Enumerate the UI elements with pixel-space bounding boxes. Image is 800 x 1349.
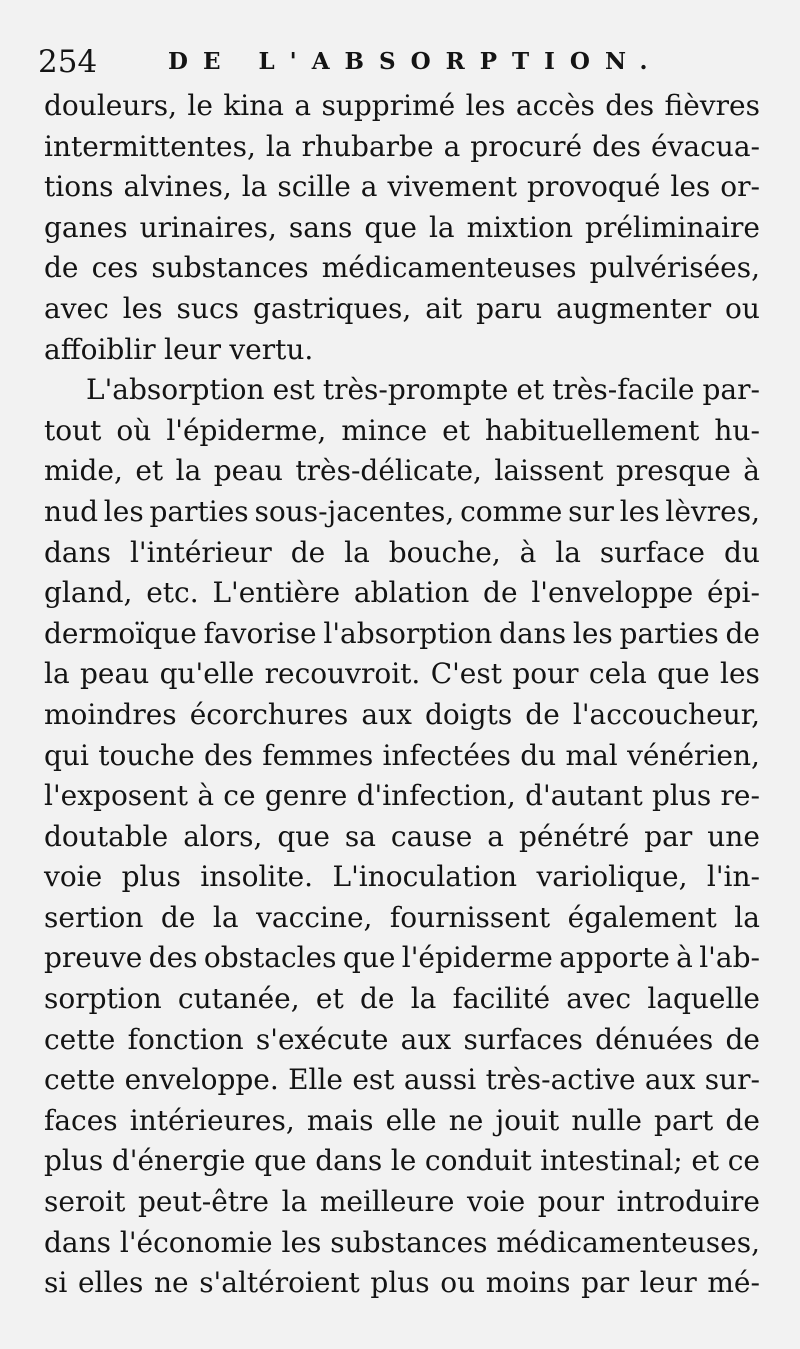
- text-line: [44, 451, 760, 492]
- word: fonction: [127, 1022, 244, 1056]
- word: laquelle: [647, 982, 760, 1016]
- word: comme: [460, 494, 563, 528]
- word: dans: [499, 616, 567, 650]
- word: le: [187, 89, 213, 122]
- word: de: [483, 576, 518, 610]
- word: par: [581, 1266, 630, 1300]
- word: s'altéroient: [199, 1266, 360, 1300]
- word: conduit: [424, 1144, 532, 1178]
- word: ganes: [44, 210, 128, 244]
- word: affoiblir: [44, 332, 156, 366]
- word: intestinal;: [540, 1144, 683, 1178]
- word: cette: [44, 1022, 116, 1056]
- word: d'énergie: [111, 1144, 246, 1178]
- word: plus: [370, 1266, 430, 1300]
- page-header: [38, 38, 778, 86]
- word: cela: [588, 657, 647, 691]
- word: l'accoucheur,: [572, 697, 760, 731]
- word: de: [160, 900, 196, 934]
- word: médicamenteuses,: [496, 1225, 760, 1259]
- word: procuré: [470, 129, 583, 163]
- word: introduire: [616, 1185, 760, 1219]
- text-line: [44, 167, 760, 208]
- word: aux: [361, 697, 412, 731]
- word: l'économie: [119, 1225, 273, 1259]
- word: fournissent: [389, 900, 551, 934]
- word: re-: [720, 779, 760, 813]
- word: elles: [77, 1266, 144, 1300]
- word: dermoïque: [44, 616, 197, 650]
- word: femmes: [262, 738, 374, 772]
- word: du: [520, 738, 557, 772]
- word: la: [428, 210, 455, 244]
- word: mal: [565, 738, 618, 772]
- word: des: [204, 738, 253, 772]
- word: de: [525, 697, 560, 731]
- word: du: [723, 535, 760, 569]
- text-line: [44, 938, 760, 979]
- word: ou: [725, 291, 760, 325]
- word: lèvres,: [665, 494, 760, 528]
- word: également: [567, 900, 717, 934]
- word: nulle: [571, 1103, 642, 1137]
- word: la: [410, 982, 437, 1016]
- word: meilleure: [319, 1185, 455, 1219]
- word: ait: [425, 291, 463, 325]
- word: sur: [568, 494, 614, 528]
- word: ne: [153, 1266, 189, 1300]
- word: les: [670, 170, 711, 204]
- word: vivement: [387, 170, 518, 204]
- word: une: [707, 819, 760, 853]
- word: infectées: [382, 738, 511, 772]
- text-line: [44, 1182, 760, 1223]
- word: obstacles: [203, 941, 337, 975]
- word: pour: [537, 1185, 604, 1219]
- word: accès: [515, 89, 595, 122]
- word: insolite.: [200, 860, 314, 894]
- word: la: [241, 170, 268, 204]
- word: avec: [44, 291, 109, 325]
- word: l'exposent: [44, 779, 189, 813]
- word: la: [175, 454, 202, 488]
- word: la: [265, 129, 292, 163]
- text-line: [44, 533, 760, 574]
- word: préliminaire: [585, 210, 760, 244]
- word: des: [592, 129, 642, 163]
- word: peau: [80, 657, 150, 691]
- word: sucs: [176, 291, 239, 325]
- word: tout: [44, 413, 102, 447]
- word: favorise: [203, 616, 317, 650]
- word: tions: [44, 170, 114, 204]
- word: jouit: [495, 1103, 560, 1137]
- word: dans: [315, 1144, 383, 1178]
- word: leur: [639, 1266, 697, 1300]
- word: genre: [264, 779, 348, 813]
- word: aussi: [403, 1063, 477, 1097]
- word: ou: [440, 1266, 476, 1300]
- text-line: [44, 492, 760, 533]
- text-line: [44, 979, 760, 1020]
- word: sa: [344, 819, 376, 853]
- word: kina: [223, 89, 284, 122]
- word: touche: [98, 738, 195, 772]
- text-line: [44, 776, 760, 817]
- text-line: [44, 1263, 760, 1304]
- page-number: 254: [38, 44, 98, 80]
- word: la: [344, 535, 370, 569]
- word: l'enveloppe: [531, 576, 694, 610]
- word: bouche,: [388, 535, 501, 569]
- text-line: [44, 1060, 760, 1101]
- word: que: [254, 1144, 307, 1178]
- word: dénuées: [595, 1022, 714, 1056]
- word: très-active: [485, 1063, 636, 1097]
- word: d'autant: [525, 779, 643, 813]
- word: sertion: [44, 900, 144, 934]
- word: habituellement: [485, 413, 700, 447]
- word: a: [294, 89, 312, 122]
- word: ce: [223, 779, 256, 813]
- word: paru: [476, 291, 543, 325]
- word: épi-: [707, 576, 760, 610]
- word: douleurs,: [44, 89, 178, 122]
- word: supprimé: [321, 89, 456, 122]
- word: L'inoculation: [332, 860, 518, 894]
- word: les: [122, 291, 163, 325]
- word: aux: [400, 1022, 452, 1056]
- word: L'absorption: [86, 373, 265, 407]
- word: très-prompte: [322, 373, 509, 407]
- word: mé-: [707, 1266, 760, 1300]
- word: est: [272, 373, 315, 407]
- word: que: [364, 210, 417, 244]
- word: de: [359, 982, 395, 1016]
- text-line: [44, 248, 760, 289]
- text-line: [44, 573, 760, 614]
- word: de: [725, 1022, 760, 1056]
- word: que: [277, 819, 330, 853]
- word: par-: [702, 373, 760, 407]
- word: doutable: [44, 819, 169, 853]
- word: alvines,: [123, 170, 232, 204]
- word: sous-jacentes,: [254, 494, 455, 528]
- word: doigts: [424, 697, 513, 731]
- word: variolique,: [536, 860, 688, 894]
- word: les: [281, 1225, 322, 1259]
- word: à: [519, 535, 537, 569]
- word: mais: [306, 1103, 374, 1137]
- word: l'absorption: [323, 616, 493, 650]
- word: vertu.: [229, 332, 314, 366]
- word: intermittentes,: [44, 129, 256, 163]
- word: la: [555, 535, 581, 569]
- word: sans: [288, 210, 353, 244]
- text-line: [44, 1101, 760, 1142]
- word: à: [743, 454, 760, 488]
- word: provoqué: [527, 170, 661, 204]
- word: L'entière: [212, 576, 341, 610]
- word: et: [315, 982, 344, 1016]
- word: mixtion: [466, 210, 574, 244]
- word: preuve: [44, 941, 143, 975]
- word: urinaires,: [139, 210, 277, 244]
- word: très-facile: [552, 373, 695, 407]
- text-line: [44, 289, 760, 330]
- word: la: [281, 1185, 308, 1219]
- word: que: [657, 657, 710, 691]
- word: elle: [385, 1103, 437, 1137]
- word: C'est: [430, 657, 502, 691]
- word: aux: [644, 1063, 696, 1097]
- word: etc.: [146, 576, 199, 610]
- word: des: [148, 941, 198, 975]
- word: très-délicate,: [295, 454, 482, 488]
- word: enveloppe.: [124, 1063, 279, 1097]
- word: recouvroit.: [264, 657, 421, 691]
- word: dans: [44, 535, 112, 569]
- word: l'épiderme,: [166, 413, 327, 447]
- text-line: [44, 1020, 760, 1061]
- word: l'épiderme: [401, 941, 553, 975]
- word: le: [390, 1144, 417, 1178]
- text-line: [44, 857, 760, 898]
- word: leur: [164, 332, 221, 366]
- text-line: [44, 86, 760, 127]
- text-line: [44, 1141, 760, 1182]
- word: rhubarbe: [301, 129, 434, 163]
- word: de: [290, 535, 326, 569]
- body-text: [44, 86, 760, 1304]
- word: presque: [616, 454, 731, 488]
- word: Elle: [288, 1063, 343, 1097]
- word: que: [342, 941, 396, 975]
- word: dans: [44, 1225, 112, 1259]
- word: faces: [44, 1103, 118, 1137]
- word: ces: [91, 251, 139, 285]
- word: vénérien,: [627, 738, 760, 772]
- text-line: [44, 208, 760, 249]
- word: évacua-: [651, 129, 760, 163]
- word: gastriques,: [252, 291, 412, 325]
- word: surfaces: [463, 1022, 583, 1056]
- word: d'infection,: [356, 779, 516, 813]
- word: augmenter: [556, 291, 712, 325]
- word: la: [734, 900, 760, 934]
- text-line: [44, 411, 760, 452]
- text-line: [44, 127, 760, 168]
- word: qu'elle: [159, 657, 255, 691]
- word: les: [572, 616, 613, 650]
- text-line: [44, 330, 760, 371]
- word: intérieures,: [129, 1103, 295, 1137]
- word: les: [619, 494, 660, 528]
- word: parties: [619, 616, 719, 650]
- word: sur-: [704, 1063, 760, 1097]
- word: pénétré: [518, 819, 630, 853]
- word: cutanée,: [177, 982, 300, 1016]
- word: pulvérisées,: [589, 251, 760, 285]
- word: peau: [213, 454, 283, 488]
- word: surface: [599, 535, 706, 569]
- word: qui: [44, 738, 89, 772]
- word: ne: [448, 1103, 484, 1137]
- text-line: [44, 654, 760, 695]
- word: les: [103, 494, 144, 528]
- text-line: [44, 370, 760, 411]
- text-line: [44, 614, 760, 655]
- word: l'intérieur: [129, 535, 272, 569]
- word: plus: [44, 1144, 104, 1178]
- word: scille: [277, 170, 351, 204]
- word: pour: [512, 657, 579, 691]
- word: cause: [390, 819, 473, 853]
- word: a: [487, 819, 504, 853]
- word: l'ab-: [699, 941, 760, 975]
- word: s'exécute: [255, 1022, 389, 1056]
- word: écorchures: [189, 697, 349, 731]
- word: gland,: [44, 576, 133, 610]
- word: et: [691, 1144, 720, 1178]
- word: la: [44, 657, 70, 691]
- word: à: [676, 941, 693, 975]
- paragraph: [44, 86, 760, 370]
- word: vaccine,: [256, 900, 373, 934]
- word: et: [442, 413, 470, 447]
- word: voie: [467, 1185, 526, 1219]
- word: plus: [651, 779, 712, 813]
- word: où: [116, 413, 152, 447]
- word: apporte: [559, 941, 670, 975]
- word: part: [654, 1103, 714, 1137]
- word: si: [44, 1266, 68, 1300]
- running-head: DE L'ABSORPTION.: [168, 48, 663, 75]
- word: peut-être: [137, 1185, 270, 1219]
- word: de: [725, 616, 760, 650]
- word: a: [443, 129, 461, 163]
- word: de: [725, 1103, 760, 1137]
- text-line: [44, 695, 760, 736]
- word: sorption: [44, 982, 162, 1016]
- word: or-: [720, 170, 760, 204]
- word: facilité: [452, 982, 551, 1016]
- word: médicamenteuses: [321, 251, 577, 285]
- word: mince: [341, 413, 428, 447]
- word: substances: [151, 251, 309, 285]
- paragraph: [44, 370, 760, 1304]
- word: l'in-: [706, 860, 760, 894]
- word: alors,: [183, 819, 263, 853]
- word: moindres: [44, 697, 177, 731]
- word: laissent: [494, 454, 604, 488]
- word: avec: [566, 982, 632, 1016]
- word: les: [465, 89, 506, 122]
- word: plus: [121, 860, 181, 894]
- text-line: [44, 1223, 760, 1264]
- word: et: [135, 454, 164, 488]
- word: nud: [44, 494, 98, 528]
- word: la: [212, 900, 239, 934]
- word: a: [360, 170, 378, 204]
- word: des: [605, 89, 655, 122]
- word: par: [644, 819, 693, 853]
- word: hu-: [714, 413, 760, 447]
- word: moins: [485, 1266, 571, 1300]
- word: de: [44, 251, 79, 285]
- word: les: [720, 657, 760, 691]
- text-line: [44, 817, 760, 858]
- word: voie: [44, 860, 103, 894]
- word: substances: [330, 1225, 488, 1259]
- word: parties: [149, 494, 249, 528]
- text-line: [44, 736, 760, 777]
- word: ablation: [353, 576, 470, 610]
- word: fièvres: [664, 89, 760, 122]
- text-line: [44, 898, 760, 939]
- word: est: [352, 1063, 395, 1097]
- word: seroit: [44, 1185, 126, 1219]
- word: ce: [727, 1144, 760, 1178]
- word: mide,: [44, 454, 123, 488]
- word: et: [516, 373, 545, 407]
- word: à: [197, 779, 215, 813]
- word: cette: [44, 1063, 116, 1097]
